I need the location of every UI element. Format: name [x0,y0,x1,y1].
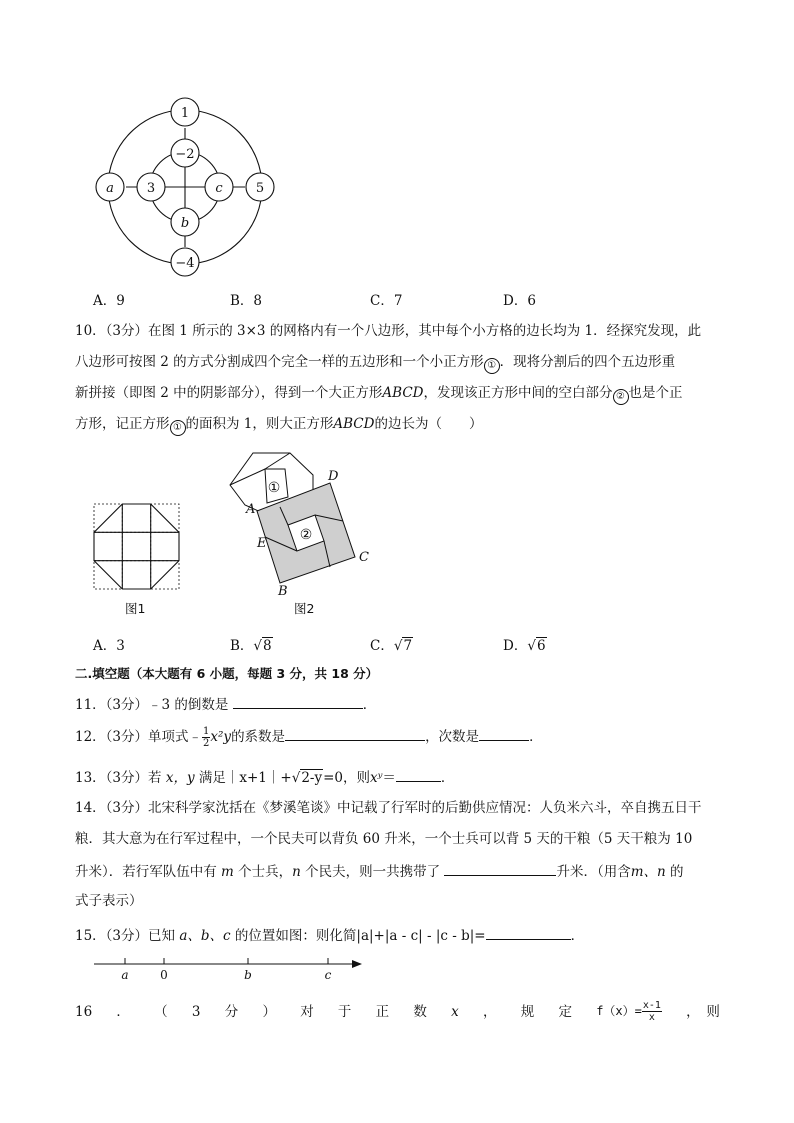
q14-line1: 14．（3分）北宋科学家沈括在《梦溪笔谈》中记载了行军时的后勤供应情况：人负米六斗，卒自携五日干 [75,800,702,816]
numline-b: b [244,968,252,982]
q14-line4: 式子表示） [75,893,143,909]
octagon [94,504,179,589]
q9-option-d: D．6 [503,293,536,309]
q10-option-d: D．√6 [503,638,546,654]
label-circle-2: ② [299,527,313,543]
q9-option-a: A．9 [93,293,125,309]
q10-figure-1 [90,500,185,595]
node-inner-bottom: b [180,216,190,231]
q10-line4: 方形，记正方形 ① 的面积为 1，则大正方形ABCD的边长为（ ） [75,415,482,436]
numline-a: a [121,968,129,982]
q15: 15．（3分）已知 a、b、c 的位置如图：则化简|a|+|a - c| - |c - b|= ． [75,925,584,945]
q9-circle-diagram [90,95,285,280]
q15-number-line [90,952,370,984]
q14-line2: 粮．其大意为在行军过程中，一个民夫可以背负 60 升米，一个士兵可以背 5 天的干粮（5 天干粮为 10 [75,831,693,847]
figure-2-label: 图2 [294,601,315,616]
q14-answer-blank[interactable] [444,861,556,876]
figure-1-label: 图1 [125,601,146,616]
point-c: C [359,550,369,565]
point-a: A [246,502,256,517]
label-circle-1: ① [267,480,281,496]
node-outer-top: 1 [180,106,190,121]
q12: 12．（3分）单项式﹣ $\frac{1}{2}$ x²y的系数是 ，次数是 ． [75,726,543,749]
q13-answer-blank[interactable] [396,767,441,782]
q12-degree-blank[interactable] [479,726,529,741]
q10-option-a: A．3 [93,638,125,654]
numline-zero: 0 [160,968,168,982]
q10-figure-2 [225,445,380,600]
point-d: D [328,469,339,484]
q10-line3: 新拼接（即图 2 中的阴影部分），得到一个大正方形ABCD，发现该正方形中间的空白部分 ② 也是个正 [75,384,683,405]
circle-one-marker: ① [484,358,500,374]
q14-line3: 升米）．若行军队伍中有 m 个士兵，n 个民夫，则一共携带了 升米．（用含m、n 的 [75,861,684,881]
point-e: E [257,536,267,551]
q11-answer-blank[interactable] [233,694,363,709]
q13: 13．（3分）若 x，y 满足｜x+1｜+√2-y=0，则xʸ＝ ． [75,767,454,787]
node-outer-left: a [106,181,114,196]
q10-line2: 八边形可按图 2 的方式分割成四个完全一样的五边形和一个小正方形 ① ．现将分割后的四个五边形重 [75,353,675,374]
q12-coefficient-blank[interactable] [285,726,425,741]
node-inner-left: 3 [146,181,156,196]
q9-option-b: B．8 [230,293,263,309]
section-2-heading: 二.填空题（本大题有 6 小题，每题 3 分，共 18 分） [75,666,379,681]
q10-option-b: B．√8 [230,638,272,654]
q11: 11．（3分）﹣3 的倒数是 ． [75,694,376,714]
node-inner-top: −2 [175,147,195,162]
point-b: B [278,584,288,599]
q16: 16 ． （ 3 分 ） 对 于 正 数 x ， 规 定 f（x）= $\frac{x-1}{x}$ ， 则 [75,1000,720,1023]
node-outer-bottom: −4 [175,256,195,271]
circle-two-marker: ② [613,389,629,405]
node-inner-right: c [215,181,223,196]
q10-line1: 10．（3分）在图 1 所示的 3×3 的网格内有一个八边形，其中每个小方格的边长均为 1．经探究发现，此 [75,323,702,339]
q10-option-c: C．√7 [370,638,413,654]
numline-c: c [324,968,332,982]
node-outer-right: 5 [255,181,265,196]
q15-answer-blank[interactable] [486,925,571,940]
q9-option-c: C．7 [370,293,403,309]
